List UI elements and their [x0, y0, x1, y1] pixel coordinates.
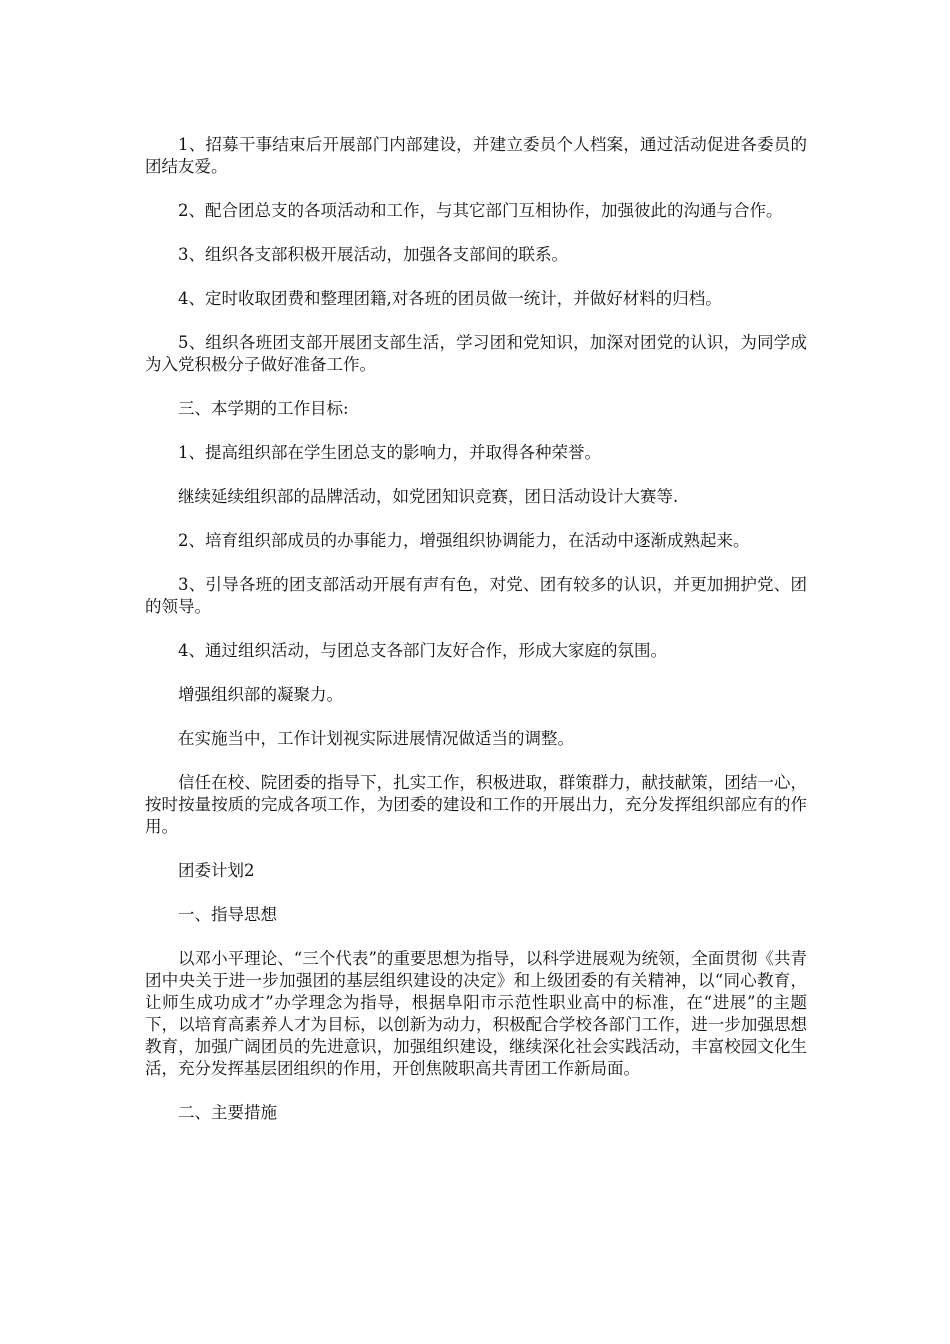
section-heading-goals: 三、本学期的工作目标: — [178, 399, 349, 418]
plan-title: 团委计划2 — [178, 861, 255, 880]
paragraph-12: 在实施当中，工作计划视实际进展情况做适当的调整。 — [178, 729, 574, 748]
paragraph-7: 继续延续组织部的品牌活动，如党团知识竞赛，团日活动设计大赛等. — [178, 487, 679, 506]
paragraph-1: 1、招募干事结束后开展部门内部建设，并建立委员个人档案，通过活动促进各委员的团结友爱。 — [145, 135, 807, 176]
section-heading-guiding-thought: 一、指导思想 — [178, 905, 277, 924]
section-heading-main-measures: 二、主要措施 — [178, 1103, 277, 1122]
paragraph-5: 5、组织各班团支部开展团支部生活，学习团和党知识，加深对团党的认识，为同学成为入党积极分子做好准备工作。 — [145, 333, 807, 374]
paragraph-10: 4、通过组织活动，与团总支各部门友好合作，形成大家庭的氛围。 — [178, 641, 667, 660]
paragraph-11: 增强组织部的凝聚力。 — [178, 685, 343, 704]
paragraph-4: 4、定时收取团费和整理团籍,对各班的团员做一统计，并做好材料的归档。 — [178, 289, 722, 308]
paragraph-14: 以邓小平理论、“三个代表”的重要思想为指导，以科学进展观为统领，全面贯彻《共青团中央关于进一步加强团的基层组织建设的决定》和上级团委的有关精神，以“同心教育，让师生成功成才”办学理念为指导，根据阜阳市示范性职业高中的标准，在“进展”的主题下，以培育高素养人才为目标，以创新为动力，积极配合学校各部门工作，进一步加强思想教育，加强广阔团员的先进意识，加强组织建设，继续深化社会实践活动，丰富校园文化生活，充分发挥基层团组织的作用，开创焦陂职高共青团工作新局面。 — [145, 949, 807, 1078]
paragraph-9: 3、引导各班的团支部活动开展有声有色，对党、团有较多的认识，并更加拥护党、团的领导。 — [145, 575, 807, 616]
paragraph-3: 3、组织各支部积极开展活动，加强各支部间的联系。 — [178, 245, 568, 264]
document-body — [145, 134, 807, 1146]
paragraph-6: 1、提高组织部在学生团总支的影响力，并取得各种荣誉。 — [178, 443, 601, 462]
paragraph-13: 信任在校、院团委的指导下，扎实工作，积极进取，群策群力，献技献策，团结一心，按时按量按质的完成各项工作，为团委的建设和工作的开展出力，充分发挥组织部应有的作用。 — [145, 773, 807, 836]
paragraph-8: 2、培育组织部成员的办事能力，增强组织协调能力，在活动中逐渐成熟起来。 — [178, 531, 750, 550]
paragraph-2: 2、配合团总支的各项活动和工作，与其它部门互相协作，加强彼此的沟通与合作。 — [178, 201, 783, 220]
